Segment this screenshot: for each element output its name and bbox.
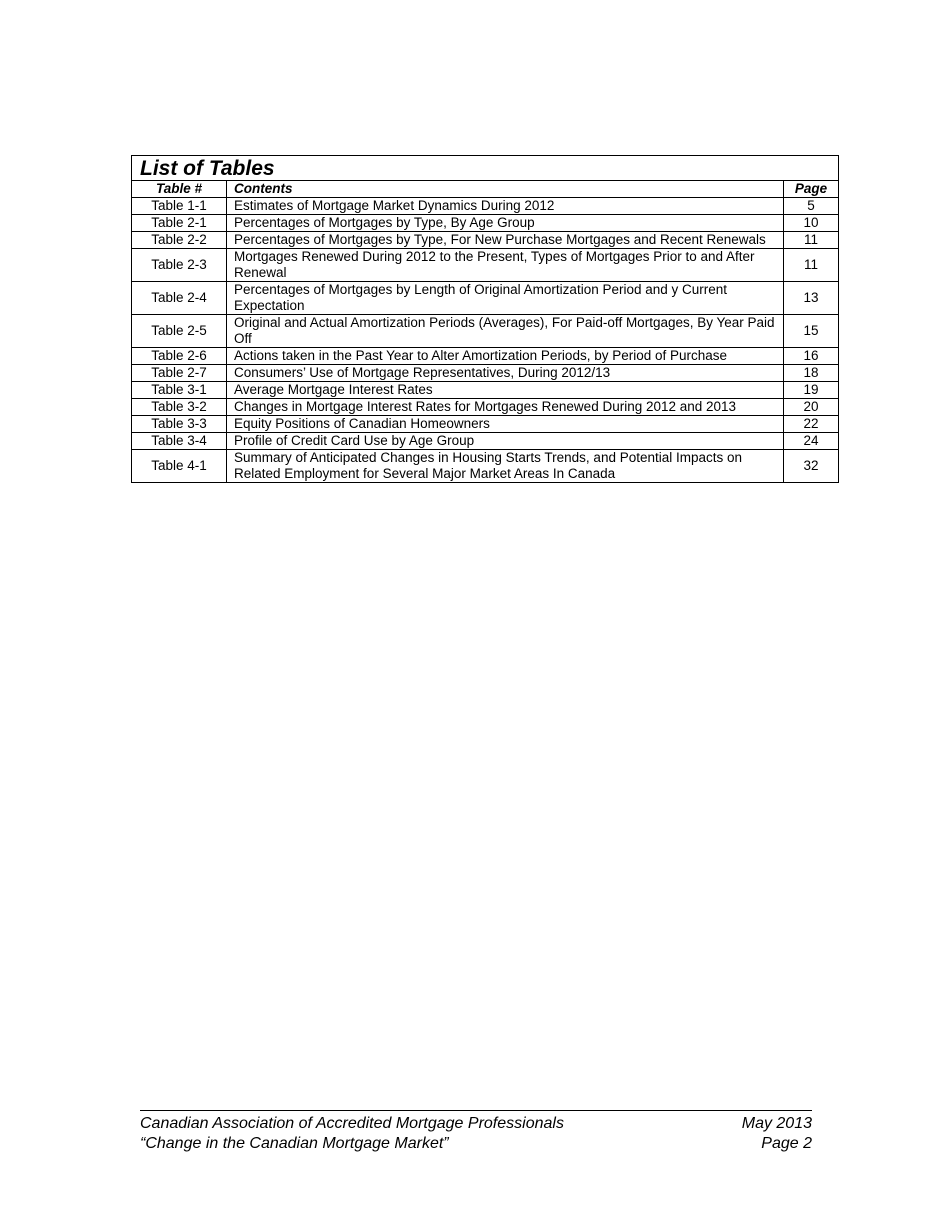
list-title: List of Tables — [132, 156, 839, 181]
list-of-tables — [131, 155, 839, 483]
table-id: Table 4-1 — [132, 450, 227, 483]
table-row — [132, 365, 839, 382]
table-id: Table 2-2 — [132, 232, 227, 249]
table-id: Table 2-4 — [132, 282, 227, 315]
footer-page-number: Page 2 — [761, 1135, 812, 1152]
table-contents: Estimates of Mortgage Market Dynamics During 2012 — [227, 198, 784, 215]
footer-date: May 2013 — [741, 1115, 812, 1132]
table-id: Table 2-7 — [132, 365, 227, 382]
table-row — [132, 232, 839, 249]
table-contents: Percentages of Mortgages by Type, By Age Group — [227, 215, 784, 232]
table-page: 10 — [784, 215, 839, 232]
table-row — [132, 348, 839, 365]
table-page: 20 — [784, 399, 839, 416]
table-id: Table 3-3 — [132, 416, 227, 433]
table-contents: Changes in Mortgage Interest Rates for Mortgages Renewed During 2012 and 2013 — [227, 399, 784, 416]
table-id: Table 2-6 — [132, 348, 227, 365]
footer-organization: Canadian Association of Accredited Mortgage Professionals — [140, 1115, 564, 1132]
table-contents: Original and Actual Amortization Periods (Averages), For Paid-off Mortgages, By Year Paid Off — [227, 315, 784, 348]
table-page: 32 — [784, 450, 839, 483]
table-id: Table 2-1 — [132, 215, 227, 232]
table-page: 19 — [784, 382, 839, 399]
table-page: 24 — [784, 433, 839, 450]
table-row — [132, 198, 839, 215]
table-contents: Percentages of Mortgages by Type, For New Purchase Mortgages and Recent Renewals — [227, 232, 784, 249]
table-contents: Profile of Credit Card Use by Age Group — [227, 433, 784, 450]
table-row — [132, 450, 839, 483]
table-row — [132, 315, 839, 348]
table-id: Table 1-1 — [132, 198, 227, 215]
table-page: 13 — [784, 282, 839, 315]
table-contents: Average Mortgage Interest Rates — [227, 382, 784, 399]
table-row — [132, 282, 839, 315]
header-row — [132, 181, 839, 198]
table-page: 16 — [784, 348, 839, 365]
header-table-number: Table # — [132, 181, 227, 198]
table-row — [132, 399, 839, 416]
footer-report-title: “Change in the Canadian Mortgage Market” — [140, 1135, 449, 1152]
table-contents: Summary of Anticipated Changes in Housing Starts Trends, and Potential Impacts on Related Employment for Several Major Market Areas In Canada — [227, 450, 784, 483]
table-page: 18 — [784, 365, 839, 382]
table-contents: Mortgages Renewed During 2012 to the Present, Types of Mortgages Prior to and After Renewal — [227, 249, 784, 282]
table-id: Table 3-1 — [132, 382, 227, 399]
table-row — [132, 382, 839, 399]
table-row — [132, 416, 839, 433]
table-row — [132, 433, 839, 450]
page-footer — [140, 1110, 812, 1154]
table-id: Table 3-2 — [132, 399, 227, 416]
table-row — [132, 215, 839, 232]
table-contents: Actions taken in the Past Year to Alter Amortization Periods, by Period of Purchase — [227, 348, 784, 365]
table-contents: Consumers’ Use of Mortgage Representatives, During 2012/13 — [227, 365, 784, 382]
table-contents: Percentages of Mortgages by Length of Original Amortization Period and y Current Expectation — [227, 282, 784, 315]
table-contents: Equity Positions of Canadian Homeowners — [227, 416, 784, 433]
table-id: Table 2-3 — [132, 249, 227, 282]
table-page: 5 — [784, 198, 839, 215]
table-page: 15 — [784, 315, 839, 348]
header-contents: Contents — [227, 181, 784, 198]
table-page: 11 — [784, 232, 839, 249]
table-id: Table 3-4 — [132, 433, 227, 450]
table-id: Table 2-5 — [132, 315, 227, 348]
table-row — [132, 249, 839, 282]
table-page: 22 — [784, 416, 839, 433]
table-page: 11 — [784, 249, 839, 282]
header-page: Page — [784, 181, 839, 198]
